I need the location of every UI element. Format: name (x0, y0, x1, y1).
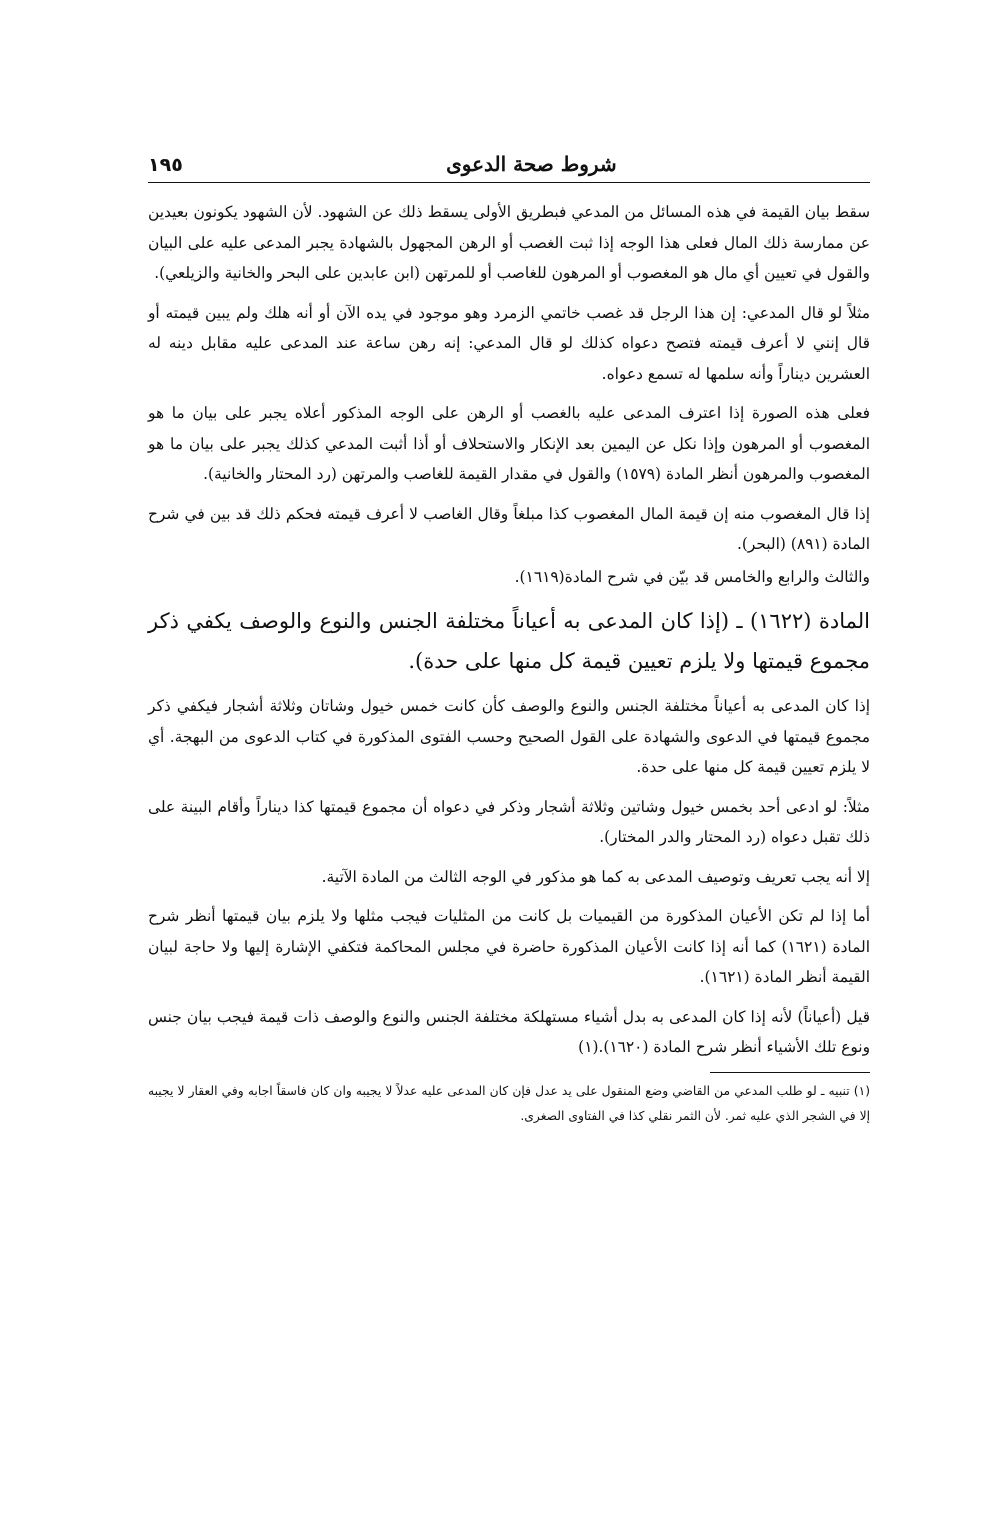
document-page (148, 140, 870, 1129)
paragraph: سقط بيان القيمة في هذه المسائل من المدعي فبطريق الأولى يسقط ذلك عن الشهود. لأن الشهود يكونون بعيدين عن ممارسة ذلك المال فعلى هذا الوجه إذا ثبت الغصب أو الرهن المجهول بالشهادة يجبر المدعى عليه على البيان والقول في تعيين أي مال هو المغصوب أو المرهون للغاصب أو للمرتهن (ابن عابدين على البحر والخانية والزيلعي). (148, 203, 870, 282)
page-number: ١٩٥ (148, 154, 183, 176)
running-title: شروط صحة الدعوى (446, 152, 617, 176)
footnote: (١) تنبيه ـ لو طلب المدعي من القاضي وضع المنقول على يد عدل فإن كان المدعى عليه عدلاً لا يجيبه وان كان فاسقاً اجابه وفي العقار لا يجيبه إلا في الشجر الذي عليه ثمر. لأن الثمر نقلي كذا في الفتاوى الصغرى. (148, 1083, 870, 1123)
paragraph: قيل (أعياناً) لأنه إذا كان المدعى به بدل أشياء مستهلكة مختلفة الجنس والنوع والوصف ذات قيمة فيجب بيان جنس ونوع تلك الأشياء أنظر شرح المادة (١٦٢٠).(١) (148, 1007, 870, 1056)
paragraph: والثالث والرابع والخامس قد بيّن في شرح المادة(١٦١٩). (514, 567, 870, 586)
header-rule (148, 182, 870, 183)
paragraph: إلا أنه يجب تعريف وتوصيف المدعى به كما هو مذكور في الوجه الثالث من المادة الآتية. (321, 867, 870, 886)
paragraph: مثلاً: لو ادعى أحد بخمس خيول وشاتين وثلاثة أشجار وذكر في دعواه أن مجموع قيمتها كذا ديناراً وأقام البينة على ذلك تقبل دعواه (رد المحتار والدر المختار). (148, 797, 870, 846)
paragraph: فعلى هذه الصورة إذا اعترف المدعى عليه بالغصب أو الرهن على الوجه المذكور أعلاه يجبر على بيان ما هو المغصوب أو المرهون وإذا نكل عن اليمين بعد الإنكار والاستحلاف أو أذا أثبت المدعي كذلك يجبر على بيان ما هو المغصوب والمرهون أنظر المادة (١٥٧٩) والقول في مقدار القيمة للغاصب والمرتهن (رد المحتار والخانية). (148, 404, 870, 483)
paragraph: أما إذا لم تكن الأعيان المذكورة من القيميات بل كانت من المثليات فيجب مثلها ولا يلزم بيان قيمتها أنظر شرح المادة (١٦٢١) كما أنه إذا كانت الأعيان المذكورة حاضرة في مجلس المحاكمة فتكفي الإشارة إليها ولا حاجة لبيان القيمة أنظر المادة (١٦٢١). (148, 907, 870, 986)
article-heading: المادة (١٦٢٢) ـ (إذا كان المدعى به أعياناً مختلفة الجنس والنوع والوصف يكفي ذكر مجموع قيمتها ولا يلزم تعيين قيمة كل منها على حدة). (148, 609, 870, 673)
paragraph: إذا قال المغصوب منه إن قيمة المال المغصوب كذا مبلغاً وقال الغاصب لا أعرف قيمته فحكم ذلك قد بين في شرح المادة (٨٩١) (البحر). (148, 504, 870, 553)
page-header (148, 140, 870, 176)
paragraph: إذا كان المدعى به أعياناً مختلفة الجنس والنوع والوصف كأن كانت خمس خيول وشاتان وثلاثة أشجار فيكفي ذكر مجموع قيمتها في الدعوى والشهادة على القول الصحيح وحسب الفتوى المذكورة في كتاب الدعوى من البهجة. أي لا يلزم تعيين قيمة كل منها على حدة. (148, 697, 870, 776)
footnote-rule (710, 1072, 870, 1073)
paragraph: مثلاً لو قال المدعي: إن هذا الرجل قد غصب خاتمي الزمرد وهو موجود في يده الآن أو أنه هلك ولم يبين قيمته أو قال إنني لا أعرف قيمته فتصح دعواه كذلك لو قال المدعي: إنه رهن ساعة عند المدعى عليه مقابل دينه له العشرين ديناراً وأنه سلمها له تسمع دعواه. (148, 303, 870, 383)
